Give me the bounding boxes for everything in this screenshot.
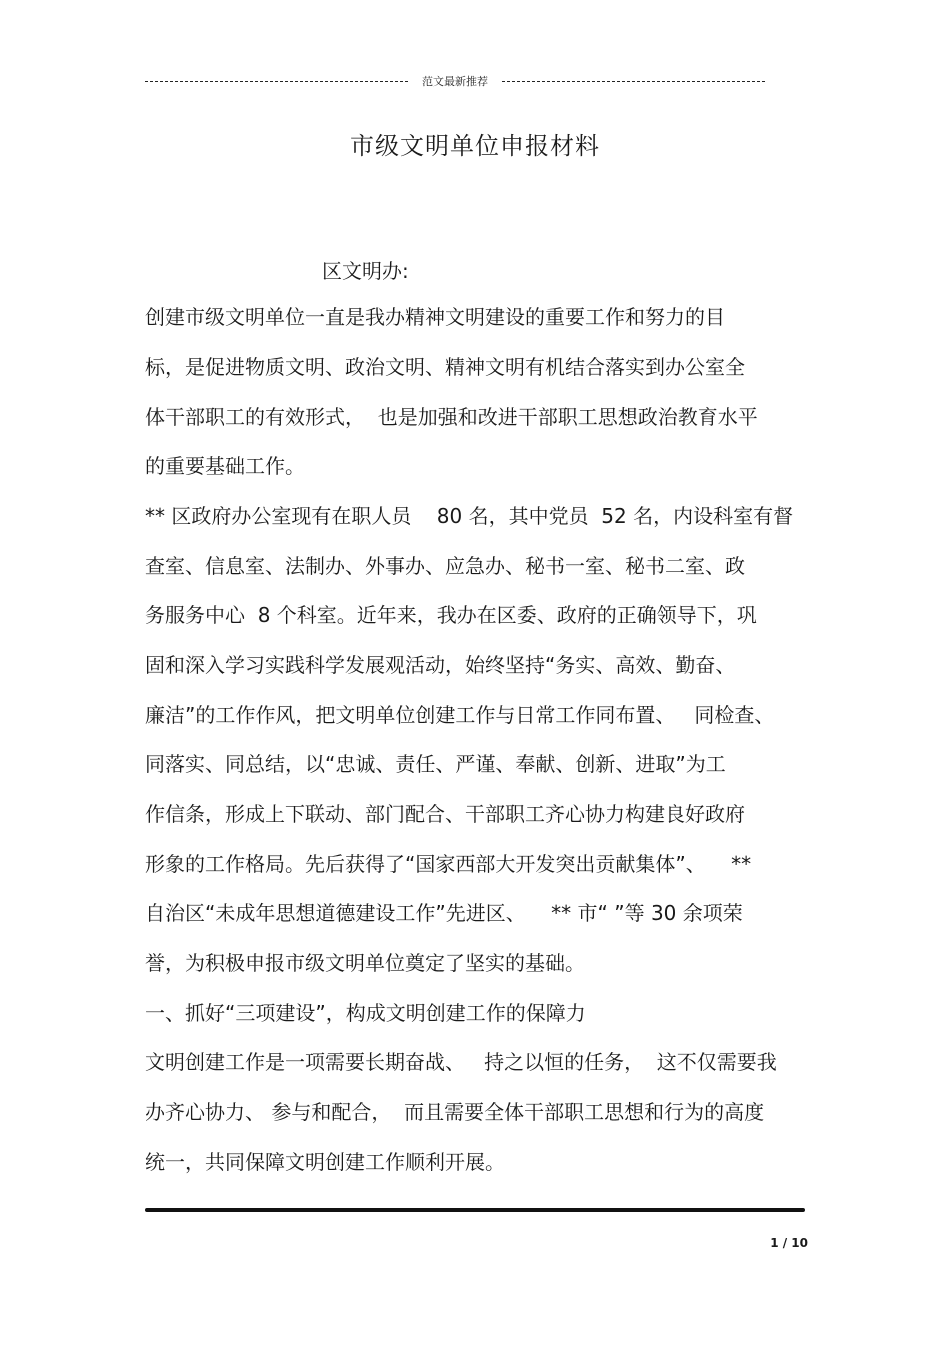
body-line: 统一，共同保障文明创建工作顺利开展。 (145, 1150, 505, 1174)
body-line: 誉，为积极申报市级文明单位奠定了坚实的基础。 (145, 951, 585, 975)
body-line: 体干部职工的有效形式， 也是加强和改进干部职工思想政治教育水平 (145, 405, 758, 429)
body-line: 的重要基础工作。 (145, 454, 305, 478)
header-dashed-rule-right (502, 81, 765, 82)
body-line: 作信条，形成上下联动、部门配合、干部职工齐心协力构建良好政府 (145, 802, 745, 826)
section-heading: 一、抓好“三项建设”，构成文明创建工作的保障力 (145, 1001, 586, 1025)
body-line: 查室、信息室、法制办、外事办、应急办、秘书一室、秘书二室、政 (145, 554, 745, 578)
body-line: 办齐心协力、 参与和配合， 而且需要全体干部职工思想和行为的高度 (145, 1100, 765, 1124)
salutation: 区文明办: (322, 259, 409, 283)
document-title: 市级文明单位申报材料 (350, 132, 600, 160)
body-line: 文明创建工作是一项需要长期奋战、 持之以恒的任务， 这不仅需要我 (145, 1050, 777, 1074)
body-line: 廉洁”的工作作风，把文明单位创建工作与日常工作同布置、 同检查、 (145, 703, 775, 727)
body-line: 自治区“未成年思想道德建设工作”先进区、 ** 市“ ”等 30 余项荣 (145, 901, 743, 925)
body-line: 标，是促进物质文明、政治文明、精神文明有机结合落实到办公室全 (145, 355, 745, 379)
header-text: 范文最新推荐 (422, 75, 488, 88)
body-line: 固和深入学习实践科学发展观活动，始终坚持“务实、高效、勤奋、 (145, 653, 736, 677)
body-line: ** 区政府办公室现有在职人员 80 名，其中党员 52 名，内设科室有督 (145, 504, 794, 528)
body-line: 创建市级文明单位一直是我办精神文明建设的重要工作和努力的目 (145, 305, 725, 329)
page-header (145, 70, 765, 92)
header-dashed-rule-left (145, 81, 408, 82)
page-number: 1 / 10 (770, 1236, 808, 1250)
body-line: 务服务中心 8 个科室。近年来，我办在区委、政府的正确领导下，巩 (145, 603, 757, 627)
body-line: 形象的工作格局。先后获得了“国家西部大开发突出贡献集体”、 ** (145, 852, 752, 876)
body-line: 同落实、同总结，以“忠诚、责任、严谨、奉献、创新、进取”为工 (145, 752, 726, 776)
footer-rule (145, 1208, 805, 1212)
